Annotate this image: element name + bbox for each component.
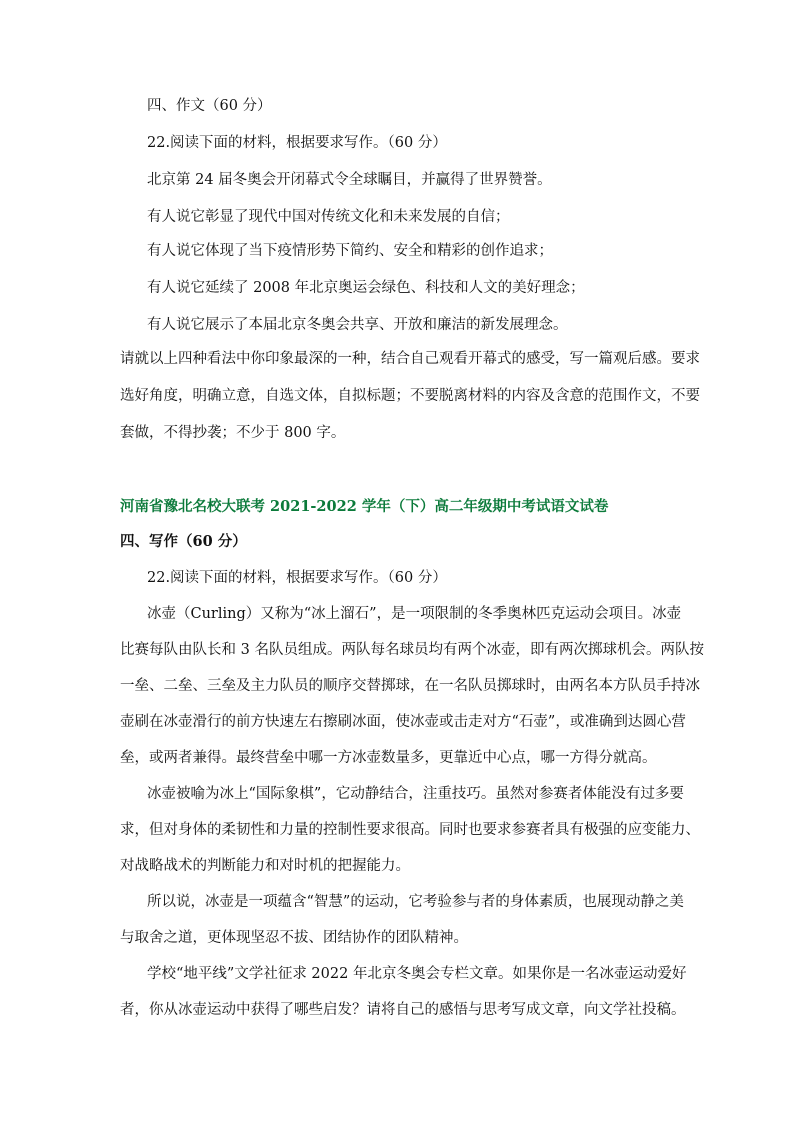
- section-heading: 四、写作（60 分）: [120, 533, 247, 550]
- material-line: 对战略战术的判断能力和对时机的把握能力。: [120, 858, 410, 874]
- requirement-line: 套做，不得抄袭；不少于 800 字。: [120, 425, 346, 441]
- material-line: 壶刷在冰壶滑行的前方快速左右擦刷冰面，使冰壶或击走对方“石壶”，或准确到达圆心营: [120, 714, 686, 730]
- material-line: 垒，或两者兼得。最终营垒中哪一方冰壶数量多，更靠近中心点，哪一方得分就高。: [120, 750, 657, 766]
- material-line: 比赛每队由队长和 3 名队员组成。两队每名球员均有两个冰壶，即有两次掷球机会。两队按: [120, 642, 704, 658]
- material-line: 冰壶（Curling）又称为“冰上溜石”，是一项限制的冬季奥林匹克运动会项目。冰壶: [147, 606, 682, 622]
- material-line: 所以说，冰壶是一项蕴含“智慧”的运动，它考验参与者的身体素质，也展现动静之美: [147, 894, 684, 910]
- question-prompt: 22.阅读下面的材料，根据要求写作。（60 分）: [147, 135, 447, 151]
- requirement-line: 选好角度，明确立意，自选文体，自拟标题；不要脱离材料的内容及含意的范围作文，不要: [120, 388, 700, 404]
- writing-task-line: 学校“地平线”文学社征求 2022 年北京冬奥会专栏文章。如果你是一名冰壶运动爱好: [147, 966, 687, 982]
- material-paragraph: 有人说它体现了当下疫情形势下简约、安全和精彩的创作追求；: [147, 243, 553, 259]
- writing-task-line: 者，你从冰壶运动中获得了哪些启发？请将自己的感悟与思考写成文章，向文学社投稿。: [120, 1002, 686, 1018]
- material-line: 冰壶被喻为冰上“国际象棋”，它动静结合，注重技巧。虽然对参赛者体能没有过多要: [147, 786, 684, 802]
- requirement-line: 请就以上四种看法中你印象最深的一种，结合自己观看开幕式的感受，写一篇观后感。要求: [120, 351, 700, 367]
- material-paragraph: 有人说它展示了本届北京冬奥会共享、开放和廉洁的新发展理念。: [147, 317, 568, 333]
- material-paragraph: 有人说它彰显了现代中国对传统文化和未来发展的自信；: [147, 209, 510, 225]
- section-heading: 四、作文（60 分）: [147, 98, 272, 114]
- material-line: 一垒、二垒、三垒及主力队员的顺序交替掷球，在一名队员掷球时，由两名本方队员手持冰: [120, 678, 700, 694]
- material-line: 求，但对身体的柔韧性和力量的控制性要求很高。同时也要求参赛者具有极强的应变能力、: [120, 822, 700, 838]
- material-paragraph: 北京第 24 届冬奥会开闭幕式令全球瞩目，并赢得了世界赞誉。: [147, 172, 552, 188]
- material-paragraph: 有人说它延续了 2008 年北京奥运会绿色、科技和人文的美好理念；: [147, 280, 585, 296]
- question-prompt: 22.阅读下面的材料，根据要求写作。（60 分）: [147, 570, 447, 586]
- source-title: 河南省豫北名校大联考 2021-2022 学年（下）高二年级期中考试语文试卷: [120, 498, 609, 515]
- material-line: 与取舍之道，更体现坚忍不拔、团结协作的团队精神。: [120, 930, 468, 946]
